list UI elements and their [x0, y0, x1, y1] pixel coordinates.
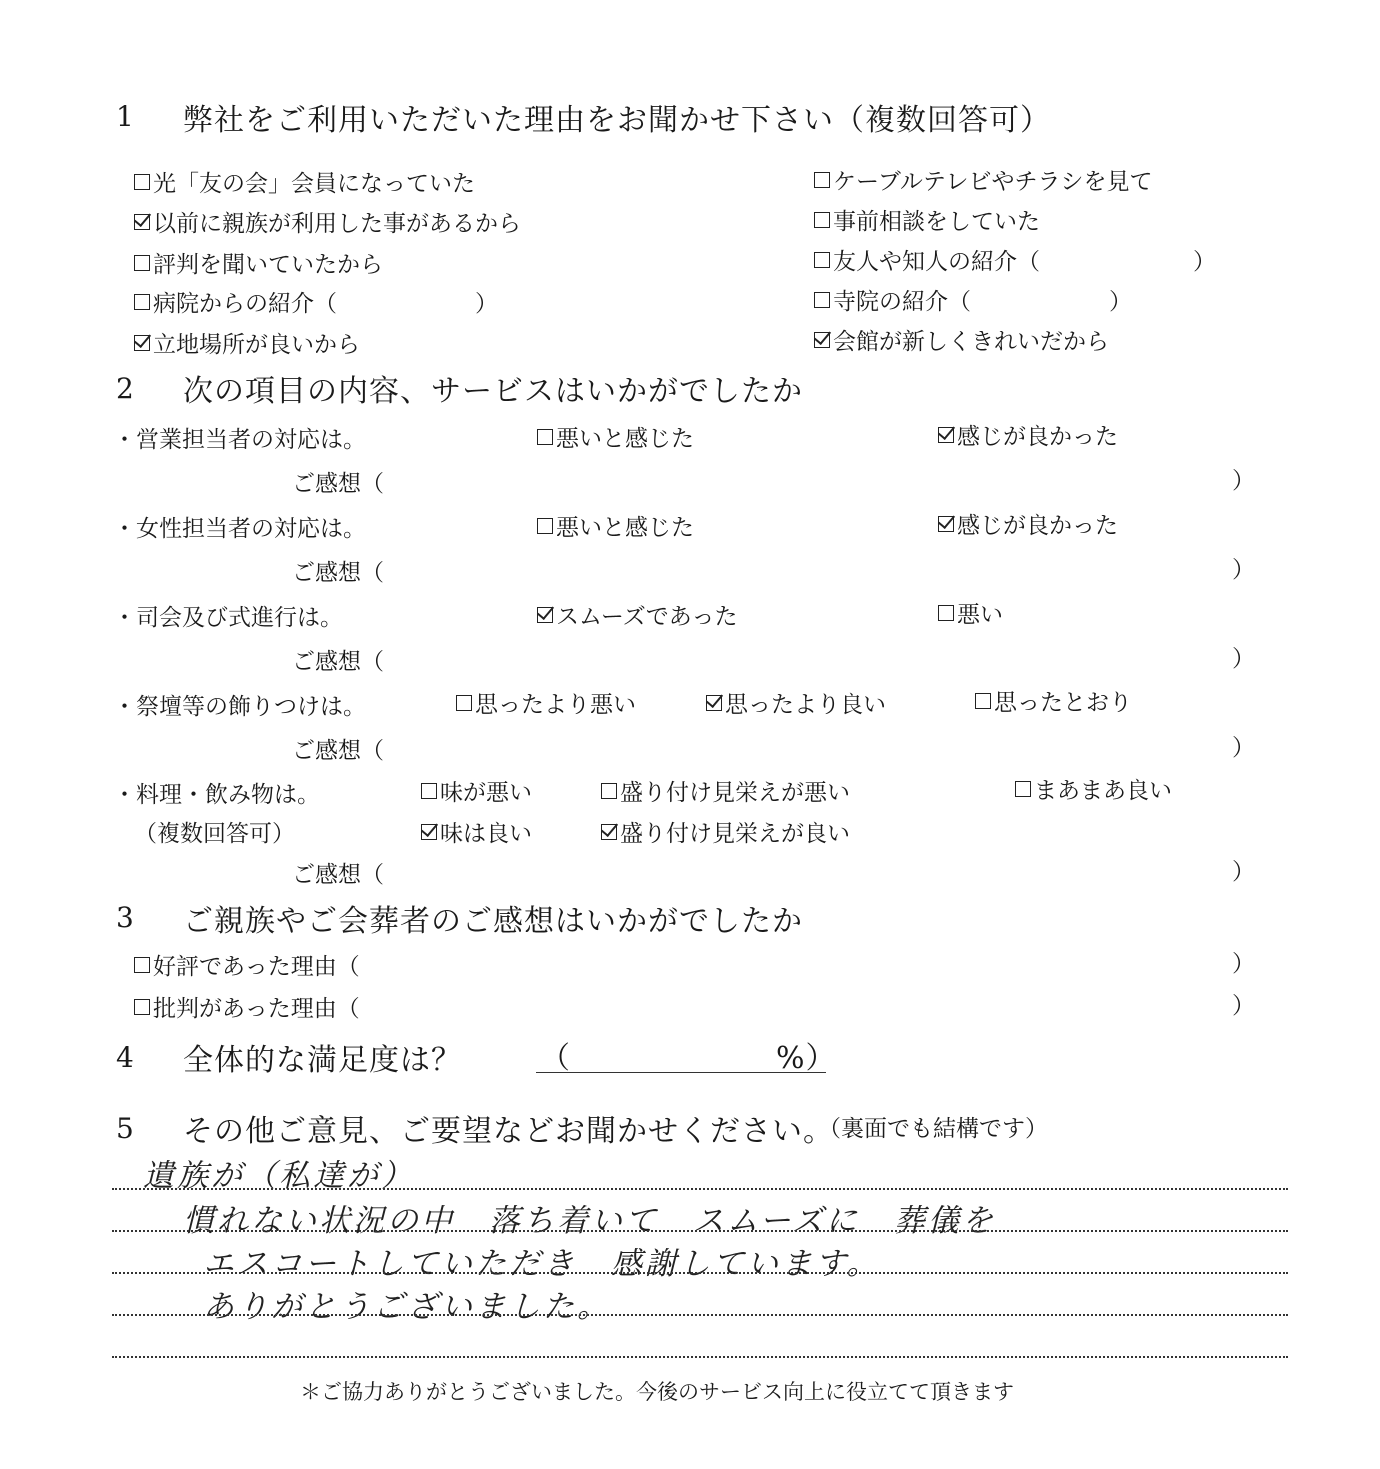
q1-title: 弊社をご利用いただいた理由をお聞かせ下さい（複数回答可）: [183, 103, 1051, 138]
checkbox-checked[interactable]: [537, 607, 553, 623]
q5-note: （裏面でも結構です）: [818, 1116, 1048, 1142]
q3-title: ご親族やご会葬者のご感想はいかがでしたか: [183, 904, 803, 939]
checkbox-checked[interactable]: [938, 427, 954, 443]
checkbox[interactable]: [134, 255, 150, 271]
q4-number: 4: [116, 1041, 134, 1074]
q2-food-sublabel: （複数回答可）: [134, 821, 295, 847]
checkbox-checked[interactable]: [134, 214, 150, 230]
q2-ceremony-label: ・司会及び式進行は。: [113, 605, 343, 631]
checkbox[interactable]: [134, 999, 150, 1015]
q2-female-bad[interactable]: 悪いと感じた: [537, 509, 694, 542]
q5-dotted-line-1: [112, 1188, 1288, 1190]
checkbox[interactable]: [814, 292, 830, 308]
q2-food-comment-close: ）: [1232, 859, 1255, 885]
checkbox[interactable]: [134, 174, 150, 190]
q3-negative-reason[interactable]: 批判があった理由（: [134, 990, 360, 1023]
checkbox[interactable]: [421, 783, 437, 799]
q2-sales-staff-label: ・営業担当者の対応は。: [113, 427, 366, 453]
q1-option-new-hall[interactable]: 会館が新しくきれいだから: [814, 323, 1109, 356]
q2-sales-good[interactable]: 感じが良かった: [938, 418, 1118, 451]
q1-option-friend[interactable]: 友人や知人の紹介（: [814, 243, 1040, 276]
checkbox[interactable]: [601, 783, 617, 799]
checkbox[interactable]: [134, 294, 150, 310]
q2-female-comment-close: ）: [1232, 557, 1255, 583]
checkbox-checked[interactable]: [938, 516, 954, 532]
q2-altar-worse[interactable]: 思ったより悪い: [456, 686, 636, 719]
q2-sales-comment-close: ）: [1232, 468, 1255, 494]
checkbox[interactable]: [134, 957, 150, 973]
q2-sales-comment-label: ご感想（: [292, 471, 384, 497]
q1-friend-close-paren: ）: [1193, 249, 1216, 275]
q3-number: 3: [116, 901, 134, 934]
q5-title: その他ご意見、ご要望などお聞かせください。: [183, 1114, 834, 1149]
checkbox-checked[interactable]: [601, 824, 617, 840]
q5-dotted-line-4: [112, 1314, 1288, 1316]
q2-altar-label: ・祭壇等の飾りつけは。: [113, 694, 366, 720]
q1-option-hospital[interactable]: 病院からの紹介（ ）: [134, 285, 498, 318]
q1-option-location[interactable]: 立地場所が良いから: [134, 326, 360, 359]
checkbox-checked[interactable]: [134, 335, 150, 351]
q4-percent-suffix: %）: [776, 1041, 837, 1076]
checkbox[interactable]: [456, 695, 472, 711]
q2-food-comment-label: ご感想（: [292, 862, 384, 888]
q1-option-consultation[interactable]: 事前相談をしていた: [814, 203, 1040, 236]
q2-food-look-good[interactable]: 盛り付け見栄えが良い: [601, 815, 850, 848]
q4-open-paren: （: [540, 1041, 571, 1076]
checkbox[interactable]: [814, 212, 830, 228]
q2-number: 2: [116, 372, 134, 405]
q1-option-catv-flyer[interactable]: ケーブルテレビやチラシを見て: [814, 163, 1152, 196]
q1-option-tomonokai[interactable]: 光「友の会」会員になっていた: [134, 165, 475, 198]
q2-food-taste-good[interactable]: 味は良い: [421, 815, 532, 848]
checkbox-checked[interactable]: [814, 332, 830, 348]
q5-dotted-line-3: [112, 1272, 1288, 1274]
q2-altar-comment-label: ご感想（: [292, 738, 384, 764]
q2-ceremony-bad[interactable]: 悪い: [938, 596, 1003, 629]
q1-option-reputation[interactable]: 評判を聞いていたから: [134, 246, 383, 279]
checkbox[interactable]: [1015, 781, 1031, 797]
checkbox[interactable]: [814, 252, 830, 268]
checkbox[interactable]: [537, 518, 553, 534]
q2-female-staff-label: ・女性担当者の対応は。: [113, 516, 366, 542]
q2-food-look-bad[interactable]: 盛り付け見栄えが悪い: [601, 774, 850, 807]
q2-ceremony-comment-close: ）: [1232, 646, 1255, 672]
checkbox[interactable]: [814, 172, 830, 188]
q5-handwritten-line-1: 遺族が（私達が）: [143, 1158, 415, 1194]
q4-title: 全体的な満足度は？: [183, 1043, 462, 1078]
q5-handwritten-line-4: ありがとうございました。: [203, 1289, 611, 1325]
q2-food-label: ・料理・飲み物は。: [113, 782, 320, 808]
q2-food-taste-bad[interactable]: 味が悪い: [421, 774, 532, 807]
q1-option-previous-use[interactable]: 以前に親族が利用した事があるから: [134, 205, 521, 238]
q3-positive-close: ）: [1232, 951, 1255, 977]
q1-option-temple[interactable]: 寺院の紹介（ ）: [814, 283, 1132, 316]
q3-negative-close: ）: [1232, 993, 1255, 1019]
checkbox[interactable]: [537, 429, 553, 445]
checkbox-checked[interactable]: [706, 695, 722, 711]
q1-number: 1: [116, 100, 134, 133]
q2-female-comment-label: ご感想（: [292, 560, 384, 586]
q5-dotted-line-2: [112, 1230, 1288, 1232]
q5-handwritten-line-2: 慣れない状況の中 落ち着いて スムーズに 葬儀を: [183, 1203, 996, 1239]
checkbox-checked[interactable]: [421, 824, 437, 840]
q5-dotted-line-5: [112, 1356, 1288, 1358]
checkbox[interactable]: [938, 605, 954, 621]
q2-altar-comment-close: ）: [1232, 735, 1255, 761]
q3-positive-reason[interactable]: 好評であった理由（: [134, 948, 360, 981]
q5-handwritten-line-3: エスコートしていただき 感謝しています。: [203, 1246, 881, 1282]
q2-ceremony-smooth[interactable]: スムーズであった: [537, 598, 737, 631]
q2-altar-better[interactable]: 思ったより良い: [706, 686, 886, 719]
footer-note: ＊ご協力ありがとうございました。今後のサービス向上に役立てて頂きます: [300, 1380, 1014, 1404]
q4-underline: [536, 1072, 826, 1073]
q2-female-good[interactable]: 感じが良かった: [938, 507, 1118, 540]
q2-sales-bad[interactable]: 悪いと感じた: [537, 420, 694, 453]
q2-altar-as-expected[interactable]: 思ったとおり: [975, 684, 1132, 717]
checkbox[interactable]: [975, 693, 991, 709]
q2-title: 次の項目の内容、サービスはいかがでしたか: [183, 374, 803, 409]
q5-number: 5: [116, 1112, 134, 1145]
q2-ceremony-comment-label: ご感想（: [292, 649, 384, 675]
q2-food-okay[interactable]: まあまあ良い: [1015, 772, 1172, 805]
